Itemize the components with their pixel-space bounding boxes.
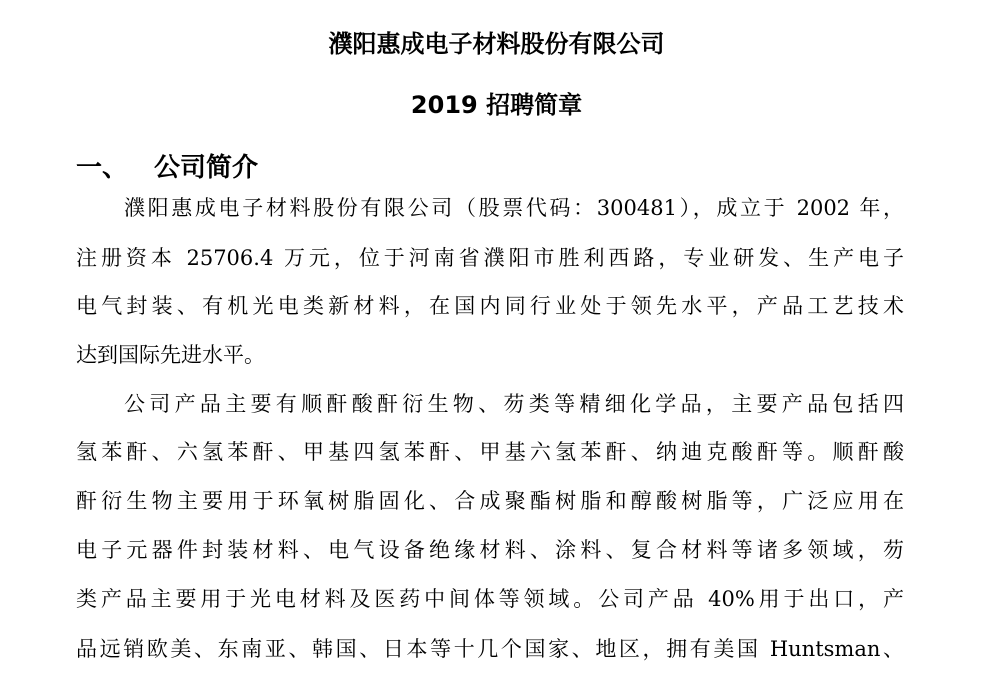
section-title: 公司简介	[154, 153, 259, 183]
paragraph-1-line-4: 达到国际先进水平。	[76, 343, 265, 367]
paragraph-1-line-3: 电气封装、有机光电类新材料，在国内同行业处于领先水平，产品工艺技术	[76, 294, 904, 318]
paragraph-2-line-4: 电子元器件封装材料、电气设备绝缘材料、涂料、复合材料等诸多领域，芴	[76, 538, 904, 562]
paragraph-1-line-2: 注册资本 25706.4 万元，位于河南省濮阳市胜利西路，专业研发、生产电子	[76, 246, 904, 270]
paragraph-2-line-1: 公司产品主要有顺酐酸酐衍生物、芴类等精细化学品，主要产品包括四	[124, 392, 904, 416]
paragraph-2-line-6: 品远销欧美、东南亚、韩国、日本等十几个国家、地区，拥有美国 Huntsman、	[76, 637, 904, 661]
paragraph-2-line-2: 氢苯酐、六氢苯酐、甲基四氢苯酐、甲基六氢苯酐、纳迪克酸酐等。顺酐酸	[76, 440, 904, 464]
company-title: 濮阳惠成电子材料股份有限公司	[328, 30, 665, 58]
recruitment-subtitle: 2019 招聘简章	[410, 91, 583, 119]
section-heading	[76, 152, 258, 184]
paragraph-1-line-1: 濮阳惠成电子材料股份有限公司（股票代码：300481），成立于 2002 年，	[124, 196, 904, 220]
section-number: 一、	[76, 153, 129, 183]
paragraph-2-line-3: 酐衍生物主要用于环氧树脂固化、合成聚酯树脂和醇酸树脂等，广泛应用在	[76, 489, 904, 513]
paragraph-2-line-5: 类产品主要用于光电材料及医药中间体等领域。公司产品 40%用于出口，产	[76, 587, 904, 611]
